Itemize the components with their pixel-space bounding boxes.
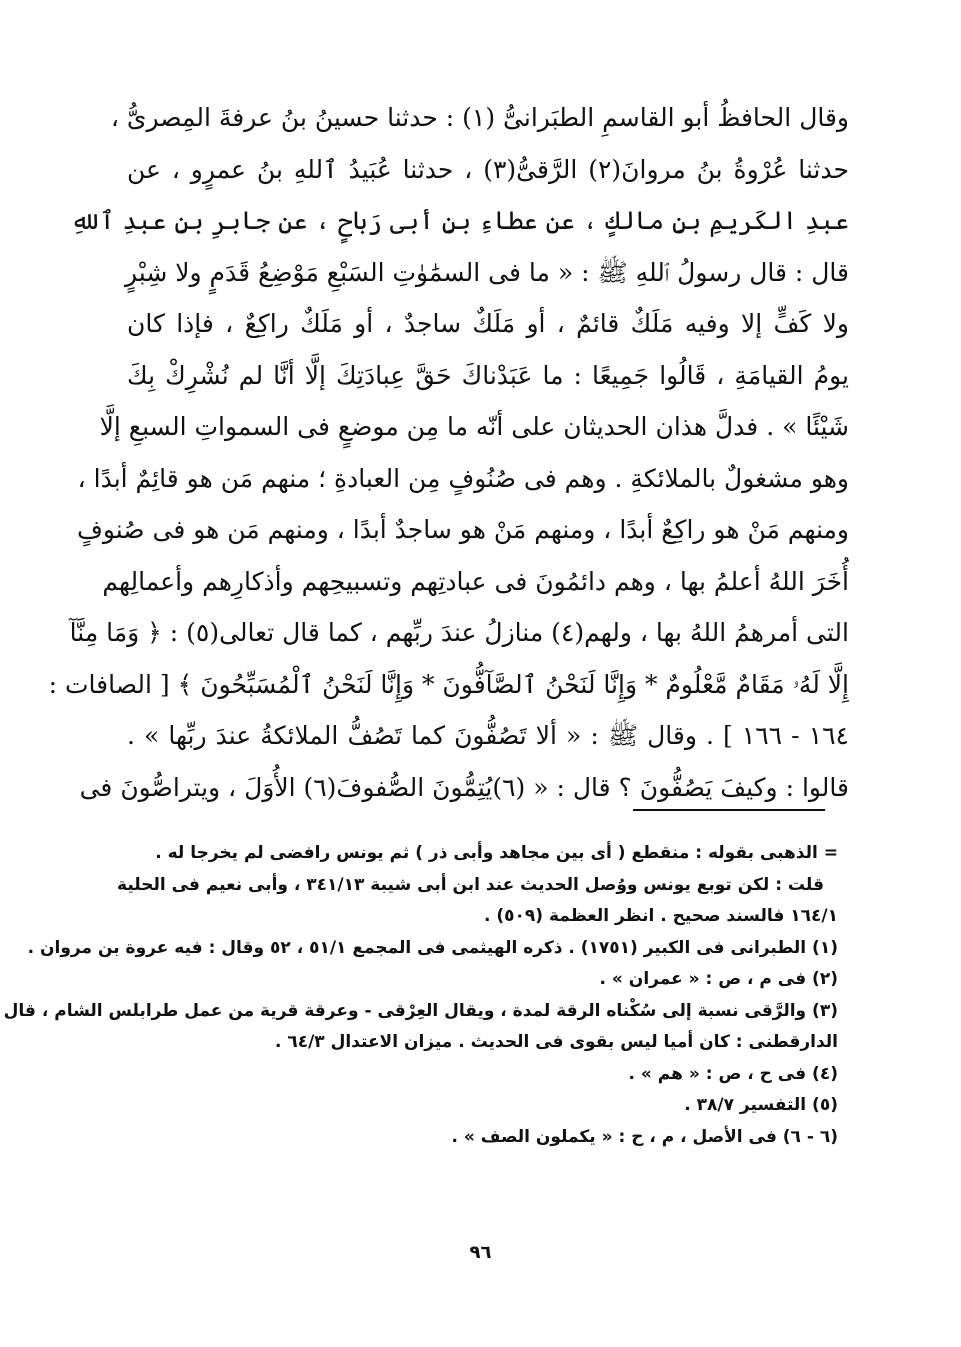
main-line: أُخَرَ اللهُ أعلمُ بها ، وهم دائمُونَ فى عبادتِهم وتسبيحِهم وأذكارِهم وأعمالِهم — [102, 566, 849, 596]
footnote-line: (٤) فى ح ، ص : « هم » . — [628, 1063, 838, 1084]
main-line: شَيْئًا » . فدلَّ هذان الحديثان على أنّه ما مِن موضعٍ فى السمواتِ السبعِ إلَّا — [99, 412, 849, 441]
footnote-line: (٣) والرَّقى نسبة إلى سُكْناه الرقة لمدة ، ويقال العِرْقى - وعرقة قرية من عمل طرابلس الشام ، قال — [3, 1000, 838, 1021]
main-line: ولا كَفٍّ إلا وفيه مَلَكٌ قائمٌ ، أو مَلَكٌ ساجدٌ ، أو مَلَكٌ راكِعٌ ، فإذا كان — [127, 309, 849, 338]
footnote-line: قلت : لكن توبع يونس ووُصل الحديث عند ابن أبى شيبة ٣٤١/١٣ ، وأبى نعيم فى الحلية — [117, 874, 824, 895]
footnote-line: (٥) التفسير ٣٨/٧ . — [684, 1095, 838, 1115]
main-line: ومنهم مَنْ هو راكِعٌ أبدًا ، ومنهم مَنْ هو ساجدٌ أبدًا ، ومنهم مَن هو فى صُنوفٍ — [76, 515, 849, 544]
footnote-divider — [633, 809, 825, 811]
footnote-line: (٦ - ٦) فى الأصل ، م ، ح : « يكملون الصف » . — [451, 1126, 838, 1147]
main-text — [48, 92, 849, 813]
footnote-line: (٢) فى م ، ص : « عمران » . — [599, 969, 838, 989]
main-line: وقال الحافظُ أبو القاسمِ الطبَرانىُّ (١) : حدثنا حسينُ بنُ عرفةَ المِصرىُّ ، — [110, 103, 849, 132]
page-number: ٩٦ — [469, 1242, 492, 1263]
main-line: يومُ القيامَةِ ، قَالُوا جَمِيعًا : ما عَبَدْناكَ حَقَّ عِبادَتِكَ إلَّا أنَّا لم نُشْرِكْ بِكَ — [127, 360, 849, 390]
main-line: ١٦٤ - ١٦٦ ] . وقال ﷺ : « ألا تَصُفُّونَ كما تَصُفُّ الملائكةُ عندَ ربِّها » . — [127, 721, 849, 750]
main-line: حدثنا عُرْوةُ بنُ مروانَ(٢) الرَّقىُّ(٣) ، حدثنا عُبَيدُ ٱللهِ بنُ عمرٍو ، عن — [127, 154, 849, 184]
main-line: وهو مشغولٌ بالملائكةِ . وهم فى صُنُوفٍ مِن العبادةِ ؛ منهم مَن هو قائِمٌ أبدًا ، — [77, 463, 849, 493]
footnote-line: ١٦٤/١ فالسند صحيح . انظر العظمة (٥٠٩) . — [484, 906, 838, 926]
footnotes — [3, 838, 838, 1153]
footnote-line: = الذهبى بقوله : منقطع ( أى بين مجاهد وأبى ذر ) ثم يونس رافضى لم يخرجا له . — [155, 843, 838, 863]
main-line: قال : قال رسولُ ٱللهِ ﷺ : « ما فى السمَٰوٰتِ السَبْعِ مَوْضِعُ قَدَمٍ ولا شِبْرٍ — [125, 257, 849, 287]
footnote-line: (١) الطبرانى فى الكبير (١٧٥١) . ذكره الهيثمى فى المجمع ٥١/١ ، ٥٢ وقال : فيه عروة بن مروان . — [27, 937, 838, 958]
main-line: التى أمرهمُ اللهُ بها ، ولهم(٤) منازلُ عندَ ربِّهم ، كما قال تعالى(٥) : ﴿ وَمَا مِنَّآ — [69, 618, 849, 647]
main-line: إِلَّا لَهُۥ مَقَامٌ مَّعْلُومٌ * وَإِنَّا لَنَحْنُ ٱلصَّآفُّونَ * وَإِنَّا لَنَحْنُ ٱلْمُسَبِّحُونَ ﴾ [ الصافات : — [48, 669, 849, 699]
footnote-line: الدارقطنى : كان أميا ليس بقوى فى الحديث . ميزان الاعتدال ٦٤/٣ . — [274, 1032, 838, 1052]
main-line: قالوا : وكيفَ يَصُفُّونَ ؟ قال : « (٦)يُتِمُّونَ الصُّفوفَ(٦) الأُوَلَ ، ويتراصُّونَ فى — [79, 772, 849, 802]
main-line: عبدِ الكَريمِ بنِ مالكٍ ، عن عطاءِ بنِ أبى رَباحٍ ، عن جابرِ بنِ عبدِ ٱللهِ — [70, 206, 849, 235]
